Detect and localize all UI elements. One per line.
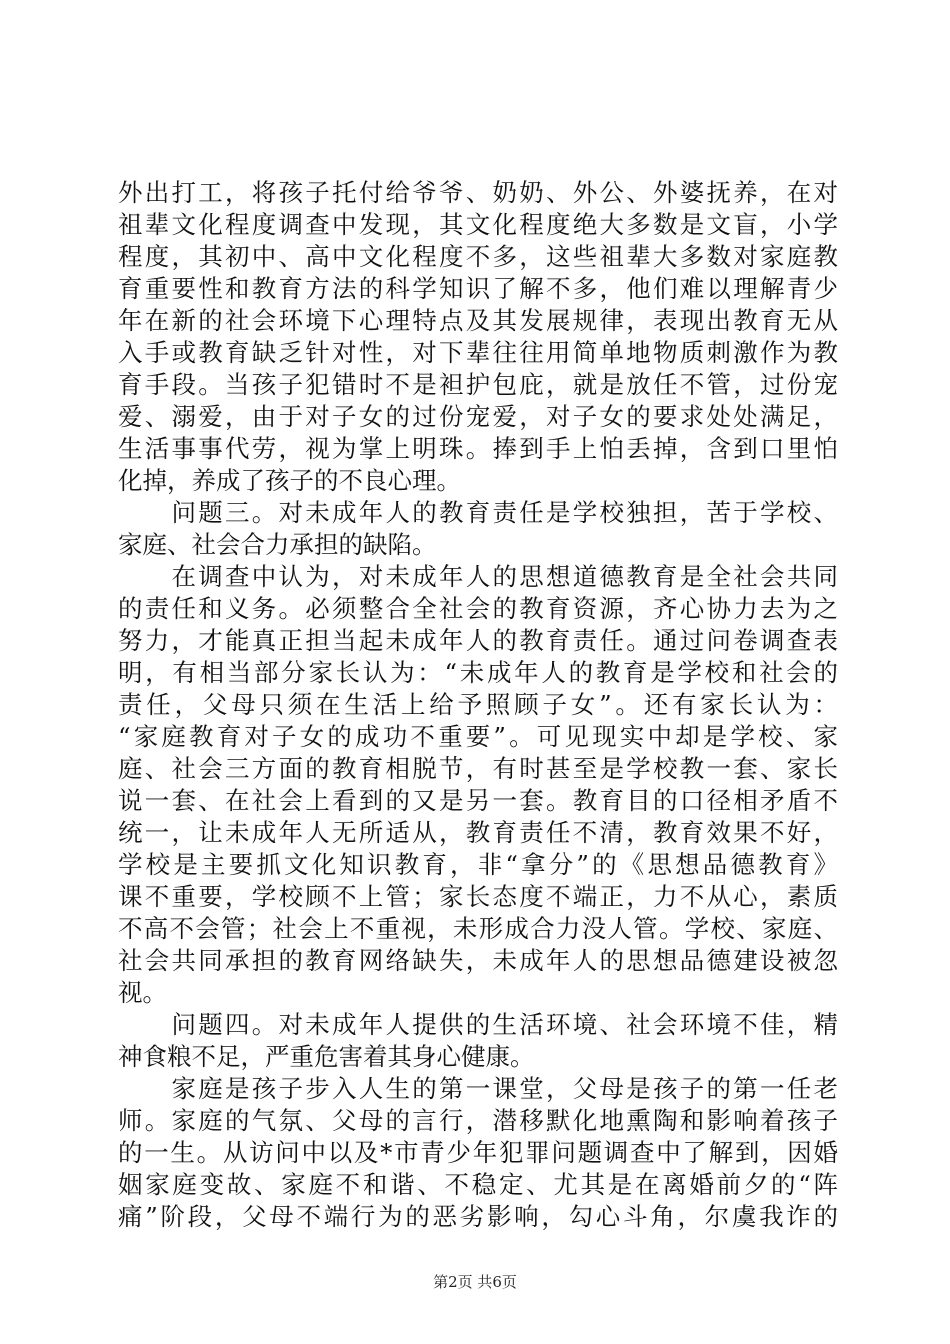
page-number-footer: 第2页 共6页	[433, 1273, 517, 1291]
text-line: 生活事事代劳，视为掌上明珠。捧到手上怕丢掉，含到口里怕	[118, 434, 838, 463]
text-line: 努力，才能真正担当起未成年人的教育责任。通过问卷调查表	[118, 626, 838, 655]
text-line: 育重要性和教育方法的科学知识了解不多，他们难以理解青少	[118, 274, 838, 303]
text-line: “家庭教育对子女的成功不重要”。可见现实中却是学校、家	[118, 722, 838, 751]
text-line: 课不重要，学校顾不上管；家长态度不端正，力不从心，素质	[118, 882, 838, 911]
text-line: 在调查中认为，对未成年人的思想道德教育是全社会共同	[118, 562, 838, 591]
text-line: 问题三。对未成年人的教育责任是学校独担，苦于学校、	[118, 498, 838, 527]
text-line: 责任，父母只须在生活上给予照顾子女”。还有家长认为：	[118, 690, 838, 719]
document-body	[118, 177, 838, 1233]
text-line: 社会共同承担的教育网络缺失，未成年人的思想品德建设被忽	[118, 946, 838, 975]
text-line: 明，有相当部分家长认为：“未成年人的教育是学校和社会的	[118, 658, 838, 687]
text-line: 的责任和义务。必须整合全社会的教育资源，齐心协力去为之	[118, 594, 838, 623]
text-line: 说一套、在社会上看到的又是另一套。教育目的口径相矛盾不	[118, 786, 838, 815]
text-line: 祖辈文化程度调查中发现，其文化程度绝大多数是文盲，小学	[118, 210, 838, 239]
text-line: 程度，其初中、高中文化程度不多，这些祖辈大多数对家庭教	[118, 242, 838, 271]
text-line: 不高不会管；社会上不重视，未形成合力没人管。学校、家庭、	[118, 914, 838, 943]
text-line: 痛”阶段，父母不端行为的恶劣影响，勾心斗角，尔虞我诈的	[118, 1202, 838, 1231]
text-line: 的一生。从访问中以及*市青少年犯罪问题调查中了解到，因婚	[118, 1138, 838, 1167]
text-line: 外出打工，将孩子托付给爷爷、奶奶、外公、外婆抚养，在对	[118, 178, 838, 207]
text-line: 师。家庭的气氛、父母的言行，潜移默化地熏陶和影响着孩子	[118, 1106, 838, 1135]
text-line: 姻家庭变故、家庭不和谐、不稳定、尤其是在离婚前夕的“阵	[118, 1170, 838, 1199]
text-line: 神食粮不足，严重危害着其身心健康。	[118, 1042, 535, 1071]
text-line: 年在新的社会环境下心理特点及其发展规律，表现出教育无从	[118, 306, 838, 335]
text-line: 家庭是孩子步入人生的第一课堂，父母是孩子的第一任老	[118, 1074, 838, 1103]
text-line: 家庭、社会合力承担的缺陷。	[118, 530, 437, 559]
text-line: 爱、溺爱，由于对子女的过份宠爱，对子女的要求处处满足，	[118, 402, 838, 431]
text-line: 入手或教育缺乏针对性，对下辈往往用简单地物质刺激作为教	[118, 338, 838, 367]
text-line: 庭、社会三方面的教育相脱节，有时甚至是学校教一套、家长	[118, 754, 838, 783]
text-line: 学校是主要抓文化知识教育，非“拿分”的《思想品德教育》	[118, 850, 838, 879]
text-line: 化掉，养成了孩子的不良心理。	[118, 466, 461, 495]
text-line: 育手段。当孩子犯错时不是袒护包庇，就是放任不管，过份宠	[118, 370, 838, 399]
text-line: 统一，让未成年人无所适从，教育责任不清，教育效果不好，	[118, 818, 838, 847]
text-line: 问题四。对未成年人提供的生活环境、社会环境不佳，精	[118, 1010, 838, 1039]
text-line: 视。	[118, 978, 167, 1007]
